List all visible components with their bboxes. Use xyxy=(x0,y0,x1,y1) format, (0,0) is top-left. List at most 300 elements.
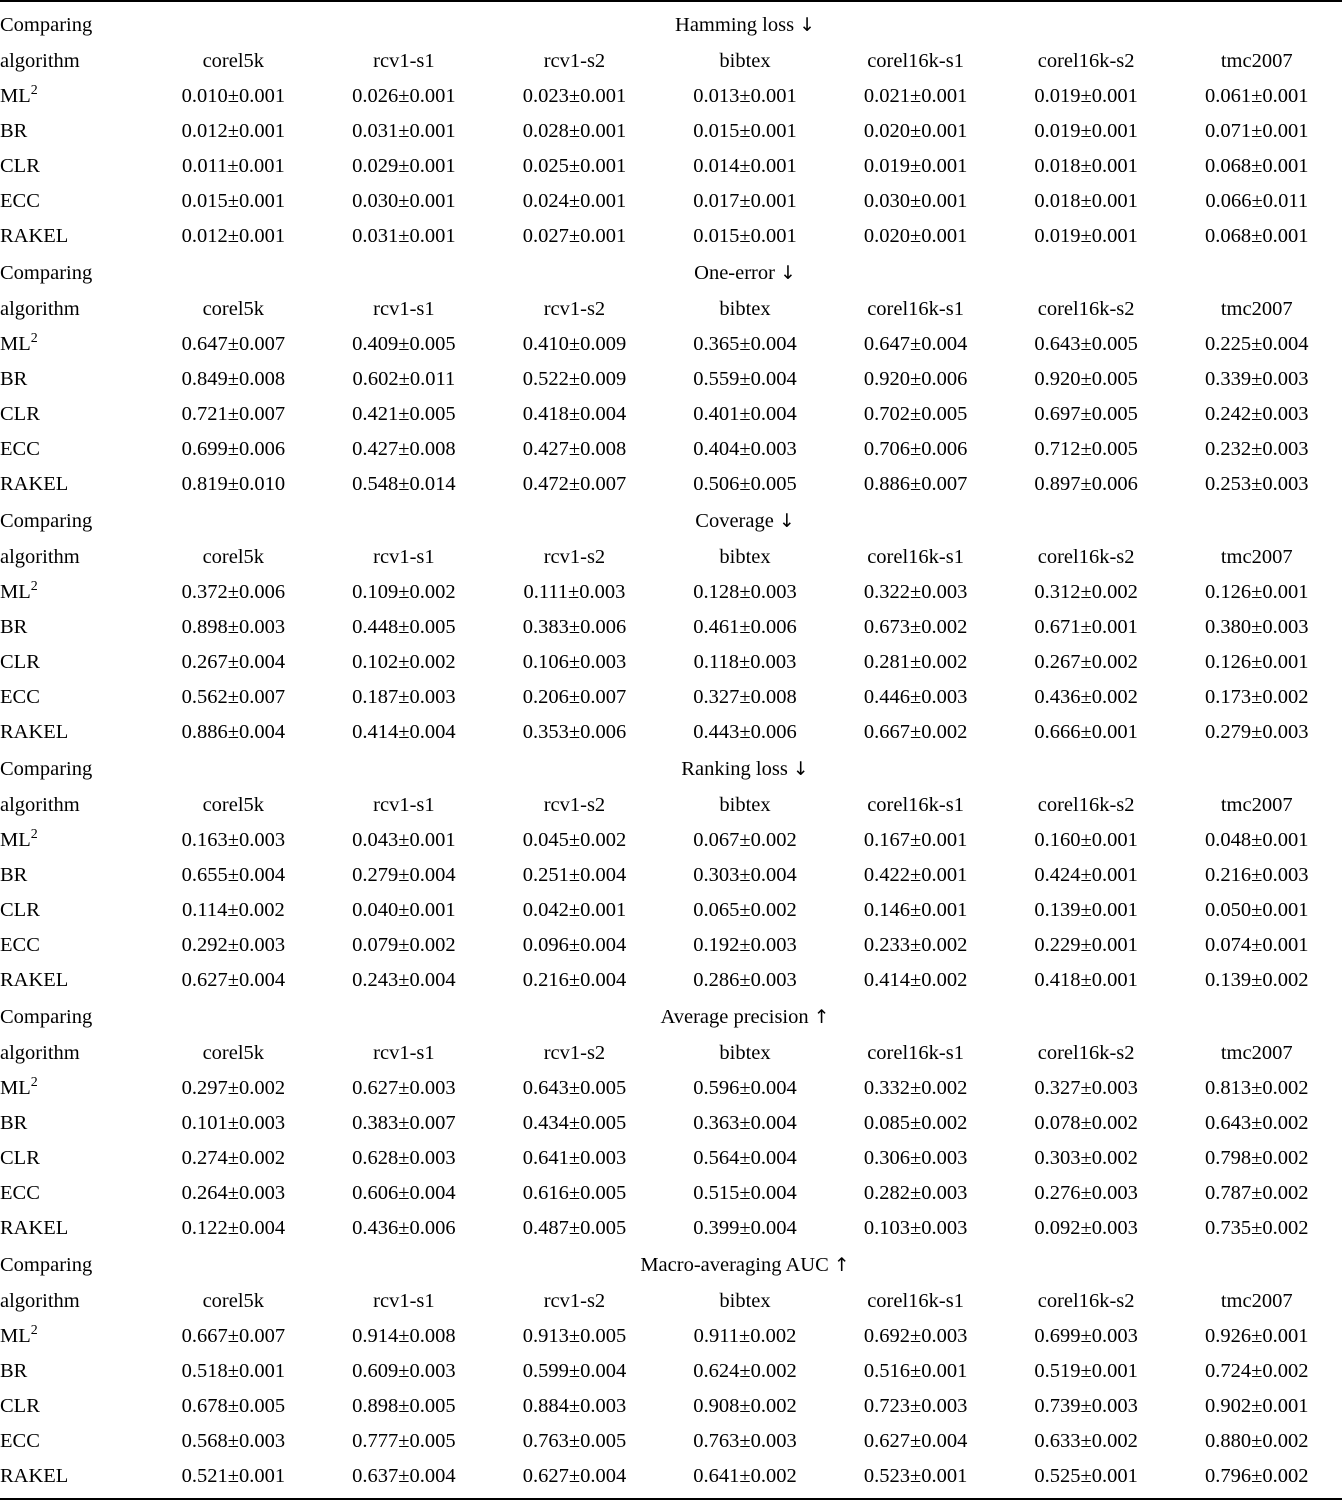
direction-arrow-icon: ↓ xyxy=(799,14,815,36)
metric-value-cell: 0.232±0.003 xyxy=(1204,438,1309,460)
metric-value-cell: 0.045±0.002 xyxy=(522,829,627,851)
metric-value-cell: 0.267±0.004 xyxy=(181,651,286,673)
metric-value-cell: 0.251±0.004 xyxy=(522,864,627,886)
metric-value-cell: 0.421±0.005 xyxy=(352,403,456,425)
metric-value-cell: 0.902±0.001 xyxy=(1204,1395,1309,1417)
metric-value-cell: 0.074±0.001 xyxy=(1204,934,1309,956)
dataset-column-header: corel5k xyxy=(202,546,265,568)
metric-value-cell: 0.010±0.001 xyxy=(181,85,286,107)
metric-value-cell: 0.103±0.003 xyxy=(863,1217,968,1239)
metric-value-cell: 0.763±0.003 xyxy=(693,1430,797,1452)
metric-value-cell: 0.436±0.002 xyxy=(1034,686,1138,708)
metric-value-cell: 0.102±0.002 xyxy=(352,651,456,673)
metric-value-cell: 0.096±0.004 xyxy=(522,934,627,956)
metric-value-cell: 0.739±0.003 xyxy=(1034,1395,1138,1417)
metric-value-cell: 0.898±0.003 xyxy=(181,616,286,638)
metric-value-cell: 0.461±0.006 xyxy=(693,616,797,638)
metric-value-cell: 0.380±0.003 xyxy=(1204,616,1309,638)
metric-value-cell: 0.012±0.001 xyxy=(181,120,286,142)
metric-value-cell: 0.012±0.001 xyxy=(181,225,286,247)
algorithm-name-cell: $ML^2$ xyxy=(0,331,38,355)
metric-value-cell: 0.641±0.003 xyxy=(522,1147,627,1169)
metric-value-cell: 0.017±0.001 xyxy=(693,190,797,212)
table-row xyxy=(0,1424,1342,1459)
metric-value-cell: 0.206±0.007 xyxy=(522,686,627,708)
metric-value-cell: 0.264±0.003 xyxy=(181,1182,286,1204)
metric-title: Macro-averaging AUC ↑ xyxy=(640,1254,850,1276)
metric-value-cell: 0.721±0.007 xyxy=(181,403,286,425)
metric-value-cell: 0.886±0.007 xyxy=(863,473,968,495)
metric-value-cell: 0.697±0.005 xyxy=(1034,403,1138,425)
metric-value-cell: 0.292±0.003 xyxy=(181,934,286,956)
dataset-header-row xyxy=(0,44,1342,79)
table-row xyxy=(0,432,1342,467)
metric-value-cell: 0.353±0.006 xyxy=(522,721,627,743)
dataset-column-header: rcv1-s1 xyxy=(373,1290,435,1312)
algorithm-name-cell: ECC xyxy=(0,686,40,708)
metric-value-cell: 0.146±0.001 xyxy=(863,899,968,921)
metric-value-cell: 0.777±0.005 xyxy=(352,1430,456,1452)
algorithm-name-cell: RAKEL xyxy=(0,1217,69,1239)
metric-value-cell: 0.908±0.002 xyxy=(693,1395,797,1417)
metric-value-cell: 0.101±0.003 xyxy=(181,1112,286,1134)
metric-value-cell: 0.616±0.005 xyxy=(522,1182,627,1204)
algorithm-name-cell: RAKEL xyxy=(0,473,69,495)
metric-value-cell: 0.699±0.006 xyxy=(181,438,286,460)
metric-value-cell: 0.092±0.003 xyxy=(1034,1217,1138,1239)
metric-value-cell: 0.019±0.001 xyxy=(863,155,968,177)
metric-value-cell: 0.267±0.002 xyxy=(1034,651,1138,673)
metric-value-cell: 0.383±0.007 xyxy=(352,1112,456,1134)
table-row xyxy=(0,1071,1342,1106)
row-header-label-line2: algorithm xyxy=(0,794,80,816)
metric-value-cell: 0.548±0.014 xyxy=(352,473,456,495)
metric-value-cell: 0.163±0.003 xyxy=(181,829,286,851)
table-row xyxy=(0,79,1342,114)
metric-value-cell: 0.515±0.004 xyxy=(693,1182,797,1204)
metric-value-cell: 0.126±0.001 xyxy=(1204,651,1309,673)
dataset-column-header: rcv1-s2 xyxy=(543,794,606,816)
table-row xyxy=(0,114,1342,149)
metric-value-cell: 0.167±0.001 xyxy=(863,829,968,851)
dataset-column-header: bibtex xyxy=(719,50,771,72)
metric-value-cell: 0.043±0.001 xyxy=(352,829,456,851)
algorithm-name-cell: BR xyxy=(0,616,28,638)
metric-value-cell: 0.020±0.001 xyxy=(863,225,968,247)
metric-value-cell: 0.122±0.004 xyxy=(181,1217,286,1239)
dataset-column-header: corel16k-s1 xyxy=(867,546,964,568)
metric-value-cell: 0.522±0.009 xyxy=(522,368,627,390)
metric-value-cell: 0.118±0.003 xyxy=(693,651,797,673)
row-header-label-line2: algorithm xyxy=(0,1042,80,1064)
metric-value-cell: 0.068±0.001 xyxy=(1204,155,1309,177)
metric-value-cell: 0.606±0.004 xyxy=(352,1182,456,1204)
metric-value-cell: 0.521±0.001 xyxy=(181,1465,286,1487)
metric-title-row xyxy=(0,254,1342,292)
metric-value-cell: 0.279±0.004 xyxy=(352,864,456,886)
metric-value-cell: 0.109±0.002 xyxy=(352,581,456,603)
metric-value-cell: 0.306±0.003 xyxy=(863,1147,968,1169)
metric-value-cell: 0.424±0.001 xyxy=(1034,864,1138,886)
table-row xyxy=(0,1389,1342,1424)
metric-value-cell: 0.019±0.001 xyxy=(1034,85,1138,107)
metric-value-cell: 0.627±0.004 xyxy=(863,1430,968,1452)
dataset-column-header: corel16k-s1 xyxy=(867,1290,964,1312)
metric-value-cell: 0.061±0.001 xyxy=(1204,85,1309,107)
metric-value-cell: 0.886±0.004 xyxy=(181,721,286,743)
dataset-column-header: corel5k xyxy=(202,298,265,320)
metric-value-cell: 0.128±0.003 xyxy=(693,581,797,603)
algorithm-name-cell: BR xyxy=(0,368,28,390)
dataset-column-header: rcv1-s1 xyxy=(373,50,435,72)
table-row xyxy=(0,823,1342,858)
metric-value-cell: 0.409±0.005 xyxy=(352,333,456,355)
metric-value-cell: 0.787±0.002 xyxy=(1204,1182,1309,1204)
metric-value-cell: 0.519±0.001 xyxy=(1034,1360,1138,1382)
metric-value-cell: 0.021±0.001 xyxy=(863,85,968,107)
table-row xyxy=(0,858,1342,893)
metric-value-cell: 0.383±0.006 xyxy=(522,616,627,638)
metric-value-cell: 0.443±0.006 xyxy=(693,721,797,743)
dataset-column-header: tmc2007 xyxy=(1220,1290,1293,1312)
metric-value-cell: 0.813±0.002 xyxy=(1204,1077,1309,1099)
metric-value-cell: 0.015±0.001 xyxy=(693,120,797,142)
metric-title: Ranking loss ↓ xyxy=(681,758,809,780)
metric-value-cell: 0.637±0.004 xyxy=(352,1465,456,1487)
metric-value-cell: 0.225±0.004 xyxy=(1204,333,1309,355)
metric-value-cell: 0.160±0.001 xyxy=(1034,829,1138,851)
metric-value-cell: 0.712±0.005 xyxy=(1034,438,1138,460)
metric-title: Average precision ↑ xyxy=(660,1006,830,1028)
metric-value-cell: 0.015±0.001 xyxy=(181,190,286,212)
metric-value-cell: 0.372±0.006 xyxy=(181,581,286,603)
metric-value-cell: 0.242±0.003 xyxy=(1204,403,1309,425)
metric-title-row xyxy=(0,1246,1342,1284)
algorithm-name-cell: RAKEL xyxy=(0,1465,69,1487)
dataset-column-header: rcv1-s1 xyxy=(373,1042,435,1064)
algorithm-name-cell: BR xyxy=(0,864,28,886)
metric-value-cell: 0.422±0.001 xyxy=(863,864,968,886)
table-row xyxy=(0,928,1342,963)
dataset-column-header: rcv1-s2 xyxy=(543,1290,606,1312)
metric-value-cell: 0.427±0.008 xyxy=(352,438,456,460)
metric-value-cell: 0.030±0.001 xyxy=(863,190,968,212)
dataset-column-header: bibtex xyxy=(719,1290,771,1312)
metric-value-cell: 0.884±0.003 xyxy=(522,1395,627,1417)
metric-value-cell: 0.011±0.001 xyxy=(181,155,285,177)
row-header-label-line1: Comparing xyxy=(0,13,93,36)
algorithm-name-cell: ECC xyxy=(0,1430,40,1452)
metric-title: Coverage ↓ xyxy=(695,510,795,532)
metric-title: Hamming loss ↓ xyxy=(675,14,815,36)
ml2-superscript: 2 xyxy=(30,579,38,595)
algorithm-name-cell: $ML^2$ xyxy=(0,83,38,107)
metric-value-cell: 0.031±0.001 xyxy=(352,120,456,142)
metric-value-cell: 0.643±0.005 xyxy=(522,1077,627,1099)
metric-value-cell: 0.281±0.002 xyxy=(863,651,968,673)
dataset-column-header: corel5k xyxy=(202,50,265,72)
metric-value-cell: 0.042±0.001 xyxy=(522,899,627,921)
metric-value-cell: 0.233±0.002 xyxy=(863,934,968,956)
algorithm-name-cell: ECC xyxy=(0,438,40,460)
metric-value-cell: 0.418±0.001 xyxy=(1034,969,1138,991)
row-header-label-line1: Comparing xyxy=(0,757,93,780)
metric-value-cell: 0.067±0.002 xyxy=(693,829,797,851)
metric-title-row xyxy=(0,6,1342,44)
dataset-column-header: tmc2007 xyxy=(1220,50,1293,72)
algorithm-name-cell: CLR xyxy=(0,1395,40,1417)
metric-value-cell: 0.327±0.008 xyxy=(693,686,797,708)
table-row xyxy=(0,715,1342,750)
metric-value-cell: 0.216±0.004 xyxy=(522,969,627,991)
metric-value-cell: 0.647±0.004 xyxy=(863,333,968,355)
metric-value-cell: 0.030±0.001 xyxy=(352,190,456,212)
table-row xyxy=(0,1211,1342,1246)
table-row xyxy=(0,963,1342,998)
metric-value-cell: 0.020±0.001 xyxy=(863,120,968,142)
metric-value-cell: 0.015±0.001 xyxy=(693,225,797,247)
algorithm-name-cell: CLR xyxy=(0,1147,40,1169)
metric-value-cell: 0.920±0.005 xyxy=(1034,368,1138,390)
metric-value-cell: 0.410±0.009 xyxy=(522,333,627,355)
algorithm-name-cell: BR xyxy=(0,1360,28,1382)
dataset-column-header: bibtex xyxy=(719,546,771,568)
metric-value-cell: 0.559±0.004 xyxy=(693,368,797,390)
metric-value-cell: 0.427±0.008 xyxy=(522,438,627,460)
metric-value-cell: 0.297±0.002 xyxy=(181,1077,286,1099)
ml2-superscript: 2 xyxy=(30,827,38,843)
table-row xyxy=(0,467,1342,502)
dataset-column-header: tmc2007 xyxy=(1220,546,1293,568)
metric-value-cell: 0.079±0.002 xyxy=(352,934,456,956)
metric-value-cell: 0.024±0.001 xyxy=(522,190,627,212)
table-row xyxy=(0,645,1342,680)
metric-value-cell: 0.911±0.002 xyxy=(693,1325,797,1347)
algorithm-name-cell: $ML^2$ xyxy=(0,579,38,603)
metric-value-cell: 0.013±0.001 xyxy=(693,85,797,107)
algorithm-name-cell: ECC xyxy=(0,934,40,956)
metric-value-cell: 0.363±0.004 xyxy=(693,1112,797,1134)
table-row xyxy=(0,610,1342,645)
metric-value-cell: 0.897±0.006 xyxy=(1034,473,1138,495)
metric-value-cell: 0.472±0.007 xyxy=(522,473,627,495)
dataset-column-header: corel16k-s1 xyxy=(867,50,964,72)
metric-value-cell: 0.028±0.001 xyxy=(522,120,627,142)
metric-value-cell: 0.706±0.006 xyxy=(863,438,968,460)
metric-value-cell: 0.018±0.001 xyxy=(1034,155,1138,177)
metric-value-cell: 0.655±0.004 xyxy=(181,864,286,886)
metric-value-cell: 0.525±0.001 xyxy=(1034,1465,1138,1487)
metric-value-cell: 0.192±0.003 xyxy=(693,934,797,956)
algorithm-name-cell: CLR xyxy=(0,155,40,177)
metric-value-cell: 0.641±0.002 xyxy=(693,1465,797,1487)
table-row xyxy=(0,1319,1342,1354)
ml2-superscript: 2 xyxy=(30,83,38,99)
metric-value-cell: 0.286±0.003 xyxy=(693,969,797,991)
metric-value-cell: 0.139±0.002 xyxy=(1204,969,1309,991)
metric-value-cell: 0.322±0.003 xyxy=(863,581,968,603)
dataset-column-header: corel16k-s2 xyxy=(1037,50,1135,72)
metric-value-cell: 0.702±0.005 xyxy=(863,403,968,425)
algorithm-name-cell: $ML^2$ xyxy=(0,827,38,851)
dataset-column-header: bibtex xyxy=(719,1042,771,1064)
dataset-column-header: corel5k xyxy=(202,1290,265,1312)
metric-value-cell: 0.596±0.004 xyxy=(693,1077,797,1099)
algorithm-name-cell: CLR xyxy=(0,403,40,425)
row-header-label-line1: Comparing xyxy=(0,509,93,532)
algorithm-name-cell: ECC xyxy=(0,1182,40,1204)
metric-value-cell: 0.898±0.005 xyxy=(352,1395,456,1417)
metric-value-cell: 0.114±0.002 xyxy=(181,899,285,921)
dataset-column-header: rcv1-s2 xyxy=(543,50,606,72)
dataset-column-header: bibtex xyxy=(719,794,771,816)
table-row xyxy=(0,1141,1342,1176)
dataset-column-header: corel16k-s1 xyxy=(867,1042,964,1064)
dataset-column-header: bibtex xyxy=(719,298,771,320)
metric-value-cell: 0.216±0.003 xyxy=(1204,864,1309,886)
dataset-column-header: rcv1-s1 xyxy=(373,298,435,320)
dataset-column-header: corel16k-s2 xyxy=(1037,1290,1135,1312)
table-row xyxy=(0,1176,1342,1211)
ml2-superscript: 2 xyxy=(30,1075,38,1091)
metric-value-cell: 0.327±0.003 xyxy=(1034,1077,1138,1099)
metric-value-cell: 0.624±0.002 xyxy=(693,1360,797,1382)
metric-value-cell: 0.627±0.004 xyxy=(181,969,286,991)
metric-value-cell: 0.723±0.003 xyxy=(863,1395,968,1417)
algorithm-name-cell: BR xyxy=(0,1112,28,1134)
metric-value-cell: 0.628±0.003 xyxy=(352,1147,456,1169)
metric-value-cell: 0.487±0.005 xyxy=(522,1217,627,1239)
table-row xyxy=(0,327,1342,362)
metric-value-cell: 0.562±0.007 xyxy=(181,686,286,708)
dataset-column-header: tmc2007 xyxy=(1220,1042,1293,1064)
dataset-column-header: corel16k-s2 xyxy=(1037,1042,1135,1064)
direction-arrow-icon: ↑ xyxy=(813,1006,830,1028)
metric-value-cell: 0.666±0.001 xyxy=(1034,721,1138,743)
metric-value-cell: 0.913±0.005 xyxy=(522,1325,627,1347)
metric-value-cell: 0.436±0.006 xyxy=(352,1217,456,1239)
dataset-header-row xyxy=(0,788,1342,823)
dataset-column-header: corel16k-s1 xyxy=(867,794,964,816)
metric-value-cell: 0.048±0.001 xyxy=(1204,829,1309,851)
metric-value-cell: 0.106±0.003 xyxy=(522,651,627,673)
algorithm-name-cell: $ML^2$ xyxy=(0,1075,38,1099)
metric-value-cell: 0.023±0.001 xyxy=(522,85,627,107)
dataset-header-row xyxy=(0,1036,1342,1071)
table-row xyxy=(0,397,1342,432)
metric-value-cell: 0.243±0.004 xyxy=(352,969,456,991)
metric-value-cell: 0.027±0.001 xyxy=(522,225,627,247)
dataset-column-header: tmc2007 xyxy=(1220,794,1293,816)
metric-value-cell: 0.667±0.007 xyxy=(181,1325,286,1347)
metric-value-cell: 0.414±0.004 xyxy=(352,721,456,743)
metric-value-cell: 0.724±0.002 xyxy=(1204,1360,1309,1382)
metric-value-cell: 0.796±0.002 xyxy=(1204,1465,1309,1487)
metric-value-cell: 0.050±0.001 xyxy=(1204,899,1309,921)
metric-value-cell: 0.253±0.003 xyxy=(1204,473,1309,495)
metric-value-cell: 0.071±0.001 xyxy=(1204,120,1309,142)
metric-value-cell: 0.312±0.002 xyxy=(1034,581,1138,603)
row-header-label-line2: algorithm xyxy=(0,50,80,72)
metric-value-cell: 0.671±0.001 xyxy=(1034,616,1138,638)
row-header-label-line1: Comparing xyxy=(0,261,93,284)
metric-title: One-error ↓ xyxy=(694,262,796,284)
algorithm-name-cell: BR xyxy=(0,120,28,142)
metric-value-cell: 0.139±0.001 xyxy=(1034,899,1138,921)
metric-value-cell: 0.066±0.011 xyxy=(1205,190,1309,212)
metric-value-cell: 0.735±0.002 xyxy=(1204,1217,1309,1239)
table-row xyxy=(0,575,1342,610)
algorithm-name-cell: CLR xyxy=(0,899,40,921)
bottom-double-rule xyxy=(0,1494,1342,1499)
metric-value-cell: 0.643±0.005 xyxy=(1034,333,1138,355)
algorithm-name-cell: RAKEL xyxy=(0,721,69,743)
metric-value-cell: 0.880±0.002 xyxy=(1204,1430,1309,1452)
metric-value-cell: 0.699±0.003 xyxy=(1034,1325,1138,1347)
dataset-column-header: tmc2007 xyxy=(1220,298,1293,320)
metric-value-cell: 0.434±0.005 xyxy=(522,1112,627,1134)
metric-value-cell: 0.692±0.003 xyxy=(863,1325,968,1347)
metric-value-cell: 0.518±0.001 xyxy=(181,1360,286,1382)
metric-title-row xyxy=(0,750,1342,788)
metric-value-cell: 0.031±0.001 xyxy=(352,225,456,247)
table-row xyxy=(0,1354,1342,1389)
metric-value-cell: 0.282±0.003 xyxy=(863,1182,968,1204)
dataset-column-header: corel16k-s1 xyxy=(867,298,964,320)
dataset-header-row xyxy=(0,292,1342,327)
metric-value-cell: 0.401±0.004 xyxy=(693,403,797,425)
metric-value-cell: 0.678±0.005 xyxy=(181,1395,286,1417)
metric-value-cell: 0.068±0.001 xyxy=(1204,225,1309,247)
metric-value-cell: 0.568±0.003 xyxy=(181,1430,286,1452)
dataset-column-header: corel5k xyxy=(202,1042,265,1064)
metric-value-cell: 0.279±0.003 xyxy=(1204,721,1309,743)
metric-value-cell: 0.026±0.001 xyxy=(352,85,456,107)
dataset-column-header: rcv1-s1 xyxy=(373,794,435,816)
metric-value-cell: 0.025±0.001 xyxy=(522,155,627,177)
metric-value-cell: 0.763±0.005 xyxy=(522,1430,627,1452)
row-header-label-line1: Comparing xyxy=(0,1005,93,1028)
metric-title-row xyxy=(0,998,1342,1036)
metric-value-cell: 0.914±0.008 xyxy=(352,1325,456,1347)
metric-value-cell: 0.173±0.002 xyxy=(1204,686,1309,708)
metric-value-cell: 0.029±0.001 xyxy=(352,155,456,177)
metric-value-cell: 0.404±0.003 xyxy=(693,438,797,460)
metric-value-cell: 0.627±0.004 xyxy=(522,1465,627,1487)
metric-value-cell: 0.523±0.001 xyxy=(863,1465,968,1487)
metric-value-cell: 0.111±0.003 xyxy=(523,581,626,603)
dataset-column-header: rcv1-s2 xyxy=(543,1042,606,1064)
metric-value-cell: 0.448±0.005 xyxy=(352,616,456,638)
metric-value-cell: 0.276±0.003 xyxy=(1034,1182,1138,1204)
table-row xyxy=(0,184,1342,219)
metric-value-cell: 0.078±0.002 xyxy=(1034,1112,1138,1134)
metric-value-cell: 0.819±0.010 xyxy=(181,473,286,495)
row-header-label-line2: algorithm xyxy=(0,1290,80,1312)
metric-value-cell: 0.798±0.002 xyxy=(1204,1147,1309,1169)
metric-value-cell: 0.516±0.001 xyxy=(863,1360,968,1382)
metric-value-cell: 0.126±0.001 xyxy=(1204,581,1309,603)
dataset-header-row xyxy=(0,540,1342,575)
dataset-column-header: corel16k-s2 xyxy=(1037,298,1135,320)
dataset-column-header: corel16k-s2 xyxy=(1037,546,1135,568)
metric-value-cell: 0.926±0.001 xyxy=(1204,1325,1309,1347)
metric-value-cell: 0.303±0.002 xyxy=(1034,1147,1138,1169)
table-row xyxy=(0,219,1342,254)
metric-value-cell: 0.602±0.011 xyxy=(352,368,456,390)
metric-value-cell: 0.667±0.002 xyxy=(863,721,968,743)
metric-value-cell: 0.633±0.002 xyxy=(1034,1430,1138,1452)
